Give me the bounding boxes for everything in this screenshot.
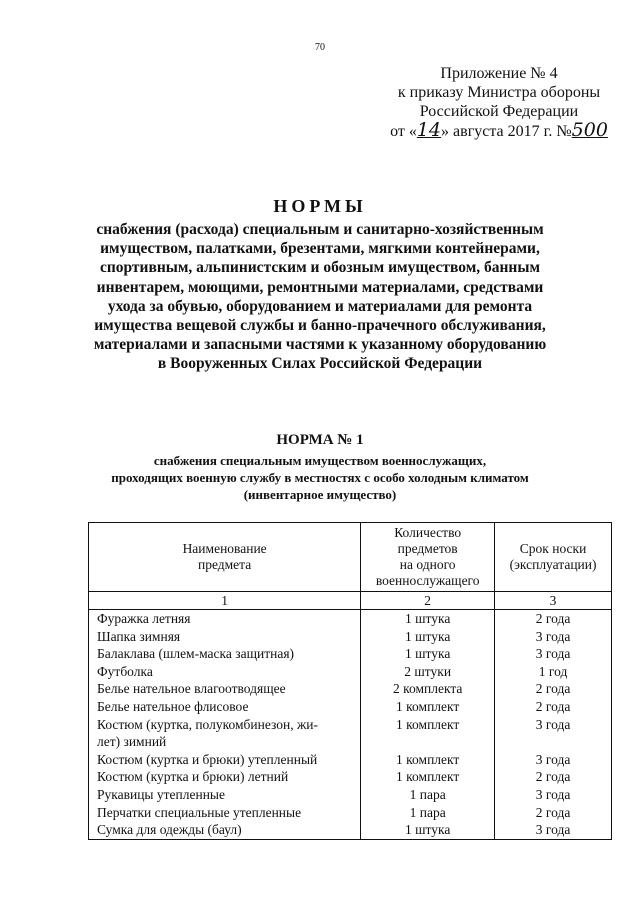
- norm-table: [88, 522, 612, 840]
- item-term: 2 года: [495, 804, 612, 822]
- subtitle-line: в Вооруженных Силах Российской Федерации: [157, 355, 483, 373]
- item-quantity: 1 пара: [361, 786, 495, 804]
- annex-date-line: [370, 121, 628, 141]
- table-row: [89, 610, 612, 628]
- item-quantity: 1 пара: [361, 804, 495, 822]
- header-text: Количество: [394, 525, 462, 540]
- item-name: Белье нательное флисовое: [89, 698, 361, 716]
- item-name: [89, 716, 361, 751]
- item-term: 3 года: [495, 716, 612, 751]
- norm-title: НОРМА № 1: [276, 432, 364, 448]
- header-text: Срок носки: [519, 541, 587, 556]
- column-number-row: [89, 592, 612, 610]
- item-quantity: 1 комплект: [361, 751, 495, 769]
- norm-subtitle-line: (инвентарное имущество): [243, 487, 397, 502]
- table-row: [89, 751, 612, 769]
- item-quantity: 1 штука: [361, 610, 495, 628]
- item-name: Футболка: [89, 663, 361, 681]
- table-header-row: [89, 523, 612, 592]
- item-quantity: 1 штука: [361, 821, 495, 839]
- item-term: 3 года: [495, 786, 612, 804]
- page-number: 70: [315, 42, 325, 53]
- item-term: 2 года: [495, 610, 612, 628]
- header-text: военнослужащего: [375, 573, 480, 588]
- header-text: Наименование: [182, 541, 267, 556]
- subtitle-line: имущества вещевой службы и банно-прачечного обслуживания,: [94, 317, 546, 335]
- annex-line-2: к приказу Министра обороны: [397, 84, 601, 101]
- item-term: 1 год: [495, 663, 612, 681]
- header-qty: [361, 523, 495, 592]
- item-name-line: лет) зимний: [97, 734, 167, 750]
- item-term: 2 года: [495, 768, 612, 786]
- table-row: [89, 663, 612, 681]
- annex-number: 500: [571, 119, 608, 141]
- subtitle-line: снабжения (расхода) специальным и санитарно-хозяйственным: [96, 221, 544, 238]
- subtitle-line: спортивным, альпинистским и обозным имуществом, банным: [99, 259, 541, 277]
- table-row: [89, 804, 612, 822]
- header-text: предмета: [197, 557, 252, 572]
- table-row: [89, 680, 612, 698]
- table-row: [89, 786, 612, 804]
- norm-subtitle-line: проходящих военную службу в местностях с особо холодным климатом: [111, 470, 529, 485]
- item-quantity: 1 штука: [361, 628, 495, 646]
- item-name: Костюм (куртка и брюки) утепленный: [89, 751, 361, 769]
- norm-subtitle: [60, 452, 580, 503]
- column-number: 2: [361, 592, 495, 610]
- item-term: 3 года: [495, 645, 612, 663]
- item-name: Фуражка летняя: [89, 610, 361, 628]
- item-quantity: 2 штуки: [361, 663, 495, 681]
- subtitle-line: имуществом, палатками, брезентами, мягкими контейнерами,: [100, 240, 540, 258]
- item-name: Сумка для одежды (баул): [89, 821, 361, 839]
- item-name: Костюм (куртка и брюки) летний: [89, 768, 361, 786]
- table-row: [89, 698, 612, 716]
- item-quantity: 1 комплект: [361, 768, 495, 786]
- subtitle-line: инвентарем, моющими, ремонтными материалами, средствами: [96, 278, 544, 296]
- item-quantity: 1 комплект: [361, 716, 495, 751]
- document-title: НОРМЫ: [273, 196, 367, 216]
- item-name: Перчатки специальные утепленные: [89, 804, 361, 822]
- item-name: Балаклава (шлем-маска защитная): [89, 645, 361, 663]
- subtitle-line: ухода за обувью, оборудованием и материалами для ремонта: [107, 297, 533, 315]
- header-text: на одного: [399, 557, 456, 572]
- item-quantity: 2 комплекта: [361, 680, 495, 698]
- subtitle-line: материалами и запасными частями к указанному оборудованию: [93, 336, 547, 354]
- header-text: (эксплуатации): [509, 557, 597, 572]
- table-row: [89, 645, 612, 663]
- annex-date-mid: » августа 2017 г. №: [441, 123, 572, 140]
- item-term: 3 года: [495, 751, 612, 769]
- document-subtitle: [60, 220, 580, 374]
- norm-subtitle-line: снабжения специальным имуществом военнослужащих,: [153, 453, 487, 468]
- item-quantity: 1 штука: [361, 645, 495, 663]
- annex-date-prefix: от «: [390, 123, 417, 140]
- header-name: [89, 523, 361, 592]
- item-name: Шапка зимняя: [89, 628, 361, 646]
- column-number: 1: [89, 592, 361, 610]
- table-row: [89, 628, 612, 646]
- annex-header: [370, 64, 628, 141]
- header-term: [495, 523, 612, 592]
- item-name-line: Костюм (куртка, полукомбинезон, жи-: [97, 716, 319, 732]
- annex-line-3: Российской Федерации: [419, 103, 579, 120]
- annex-line-1: Приложение № 4: [440, 65, 558, 82]
- header-text: предметов: [397, 541, 458, 556]
- item-quantity: 1 комплект: [361, 698, 495, 716]
- item-term: 3 года: [495, 628, 612, 646]
- column-number: 3: [495, 592, 612, 610]
- item-name: Рукавицы утепленные: [89, 786, 361, 804]
- table-row: [89, 821, 612, 839]
- table-row: [89, 768, 612, 786]
- item-name: Белье нательное влагоотводящее: [89, 680, 361, 698]
- item-term: 3 года: [495, 821, 612, 839]
- table-row: [89, 716, 612, 751]
- item-term: 2 года: [495, 698, 612, 716]
- annex-day: 14: [416, 119, 442, 141]
- item-term: 2 года: [495, 680, 612, 698]
